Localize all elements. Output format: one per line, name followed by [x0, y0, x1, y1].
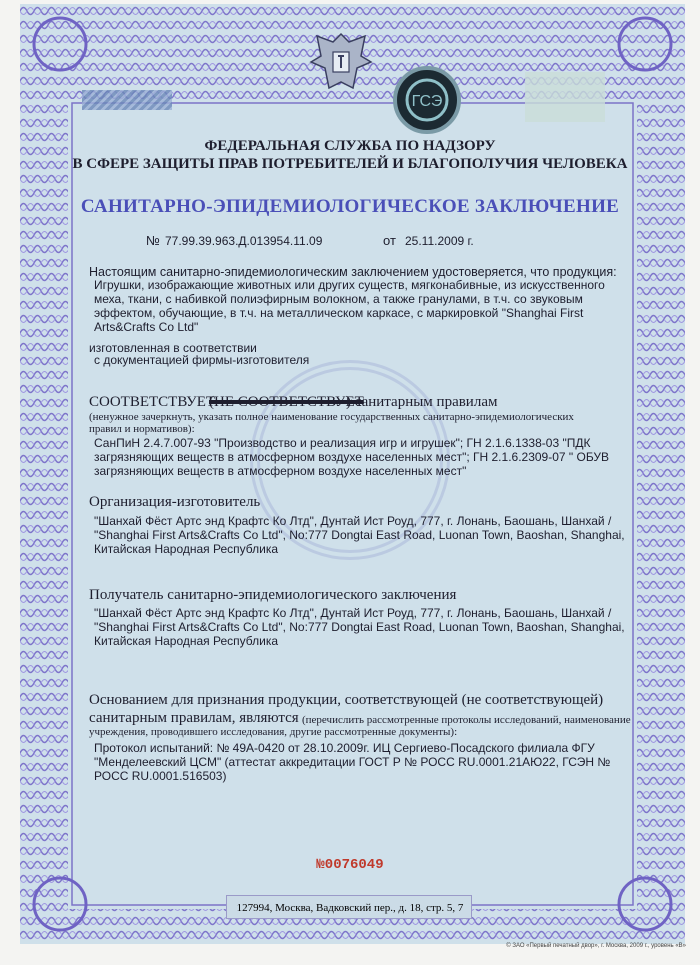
document-number: 77.99.39.963.Д.013954.11.09 [165, 234, 323, 248]
compliance-tail: ) санитарным правилам [346, 394, 498, 410]
document-title: САНИТАРНО-ЭПИДЕМИОЛОГИЧЕСКОЕ ЗАКЛЮЧЕНИЕ [80, 196, 620, 217]
compliance-note: (ненужное зачеркнуть, указать полное наименование государственных санитарно-эпидемиологических [89, 411, 574, 423]
protocol-line: Протокол испытаний: № 49А-0420 от 28.10.2009г. ИЦ Сергиево-Посадского филиала ФГУ [94, 741, 595, 755]
agency-line-1: ФЕДЕРАЛЬНАЯ СЛУЖБА ПО НАДЗОРУ [204, 138, 496, 154]
agency-line-2: В СФЕРЕ ЗАЩИТЫ ПРАВ ПОТРЕБИТЕЛЕЙ И БЛАГОПОЛУЧИЯ ЧЕЛОВЕКА [72, 156, 628, 172]
manufacturer-label: Организация-изготовитель [89, 494, 261, 510]
manufacturer-line: Китайская Народная Республика [94, 542, 279, 556]
hologram-seal-icon [393, 66, 461, 134]
hologram-patch [525, 72, 605, 122]
printer-imprint: © ЗАО «Первый печатный двор», г. Москва, 2009 г., уровень «В» [506, 943, 686, 949]
recipient-line: "Шанхай Фёст Артс энд Крафтс Ко Лтд", Дунтай Ист Роуд, 777, г. Лонань, Баошань, Шанхай / [94, 606, 612, 620]
made-per-label: изготовленная в соответствии [89, 341, 257, 355]
compliance-note: правил и нормативов): [89, 423, 195, 435]
intro-text: Настоящим санитарно-эпидемиологическим заключением удостоверяется, что продукция: [89, 265, 617, 279]
product-line: меха, ткани, с набивкой полиэфирным волокном, а также гранулами, в т.ч. со звуковым [94, 292, 583, 306]
product-line: Игрушки, изображающие животных или других существ, мягконабивные, из искусственного [94, 278, 605, 292]
compliance-status: СООТВЕТСТВУЕТ [89, 394, 216, 410]
product-line: Arts&Crafts Co Ltd" [94, 320, 199, 334]
serial-number: №0076049 [316, 857, 384, 873]
footer-address: 127994, Москва, Вадковский пер., д. 18, стр. 5, 7 [236, 902, 464, 914]
manufacturer-line: "Шанхай Фёст Артс энд Крафтс Ко Лтд", Дунтай Ист Роуд, 777, г. Лонань, Баошань, Шанхай / [94, 514, 612, 528]
svg-text:ГСЭ: ГСЭ [411, 93, 443, 110]
basis-line-1: Основанием для признания продукции, соответствующей (не соответствующей) [89, 692, 604, 708]
hologram-strip [82, 90, 172, 110]
recipient-line: Китайская Народная Республика [94, 634, 279, 648]
date-label: от [383, 233, 396, 248]
protocol-line: "Менделеевский ЦСМ" (аттестат аккредитации ГОСТ Р № РОСС RU.0001.21АЮ22, ГСЭН № [94, 755, 611, 769]
coat-of-arms-icon [305, 28, 377, 98]
number-label: № [146, 233, 160, 248]
rules-line: загрязняющих веществ в атмосферном воздухе населенных мест"; ГН 2.1.6.2309-07 " ОБУВ [94, 450, 610, 464]
recipient-label: Получатель санитарно-эпидемиологического заключения [89, 587, 457, 603]
made-per-value: с документацией фирмы-изготовителя [94, 353, 310, 367]
compliance-struck-option: (НЕ СООТВЕТСТВУЕТ [209, 394, 364, 410]
basis-note: учреждения, проводившего исследования, другие рассмотренные документы): [89, 726, 458, 738]
recipient-line: "Shanghai First Arts&Crafts Co Ltd", No:777 Dongtai East Road, Luonan Town, Baoshan, Shanghai, [94, 620, 625, 634]
rules-line: загрязняющих веществ в атмосферном воздухе населенных мест" [94, 464, 467, 478]
protocol-line: РОСС RU.0001.516503) [94, 769, 227, 783]
rules-line: СанПиН 2.4.7.007-93 "Производство и реализация игр и игрушек"; ГН 2.1.6.1338-03 "ПДК [94, 436, 591, 450]
manufacturer-line: "Shanghai First Arts&Crafts Co Ltd", No:777 Dongtai East Road, Luonan Town, Baoshan, Shanghai, [94, 528, 625, 542]
basis-line-2: санитарным правилам, являются [89, 710, 299, 726]
basis-note: (перечислить рассмотренные протоколы исследований, наименование [302, 714, 631, 726]
product-line: эффектом, обучающие, в т.ч. на металлическом каркасе, с маркировкой "Shanghai First [94, 306, 584, 320]
document-date: 25.11.2009 г. [405, 234, 474, 248]
